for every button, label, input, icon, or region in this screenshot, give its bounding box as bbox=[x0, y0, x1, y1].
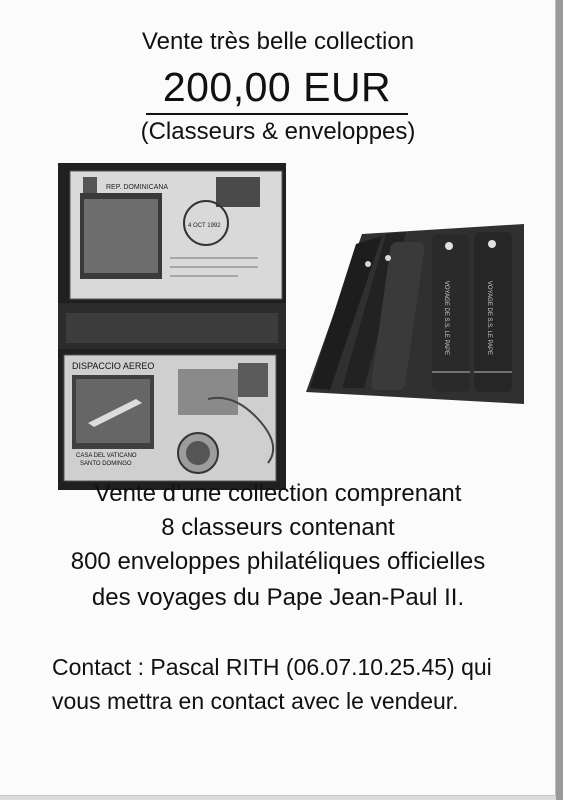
binder-spine-1: VOYAGE DE S.S. LE PAPE bbox=[443, 280, 449, 356]
envelopes-illustration bbox=[58, 163, 286, 490]
description-line-4: des voyages du Pape Jean-Paul II. bbox=[91, 584, 465, 611]
subtitle-line: (Classeurs & enveloppes) bbox=[140, 118, 416, 145]
envelope-bottom-label: DISPACCIO AEREO bbox=[72, 361, 155, 371]
contact-line-1: Contact : Pascal RITH (06.07.10.25.45) qui bbox=[52, 654, 492, 680]
description-line-2: 8 classeurs contenant bbox=[161, 514, 395, 541]
postmark-date: 4 OCT 1992 bbox=[188, 223, 221, 229]
envelope-city-label-2: SANTO DOMINGO bbox=[80, 461, 132, 467]
envelopes-photo bbox=[58, 163, 286, 490]
price-heading: 200,00 EUR bbox=[146, 64, 408, 115]
envelope-top-label: REP. DOMINICANA bbox=[106, 184, 169, 191]
binder-spine-2: VOYAGE DE S.S. LE PAPE bbox=[486, 280, 492, 356]
title-line: Vente très belle collection bbox=[141, 28, 415, 55]
binders-photo bbox=[302, 222, 528, 410]
contact-line-2: vous mettra en contact avec le vendeur. bbox=[52, 688, 459, 714]
description-line-3: 800 enveloppes philatéliques officielles bbox=[70, 548, 486, 575]
binders-illustration bbox=[302, 222, 528, 410]
page-edge-shadow bbox=[556, 0, 563, 800]
envelope-city-label: CASA DEL VATICANO bbox=[76, 453, 137, 459]
description-line-1: Vente d’une collection comprenant bbox=[94, 480, 462, 507]
